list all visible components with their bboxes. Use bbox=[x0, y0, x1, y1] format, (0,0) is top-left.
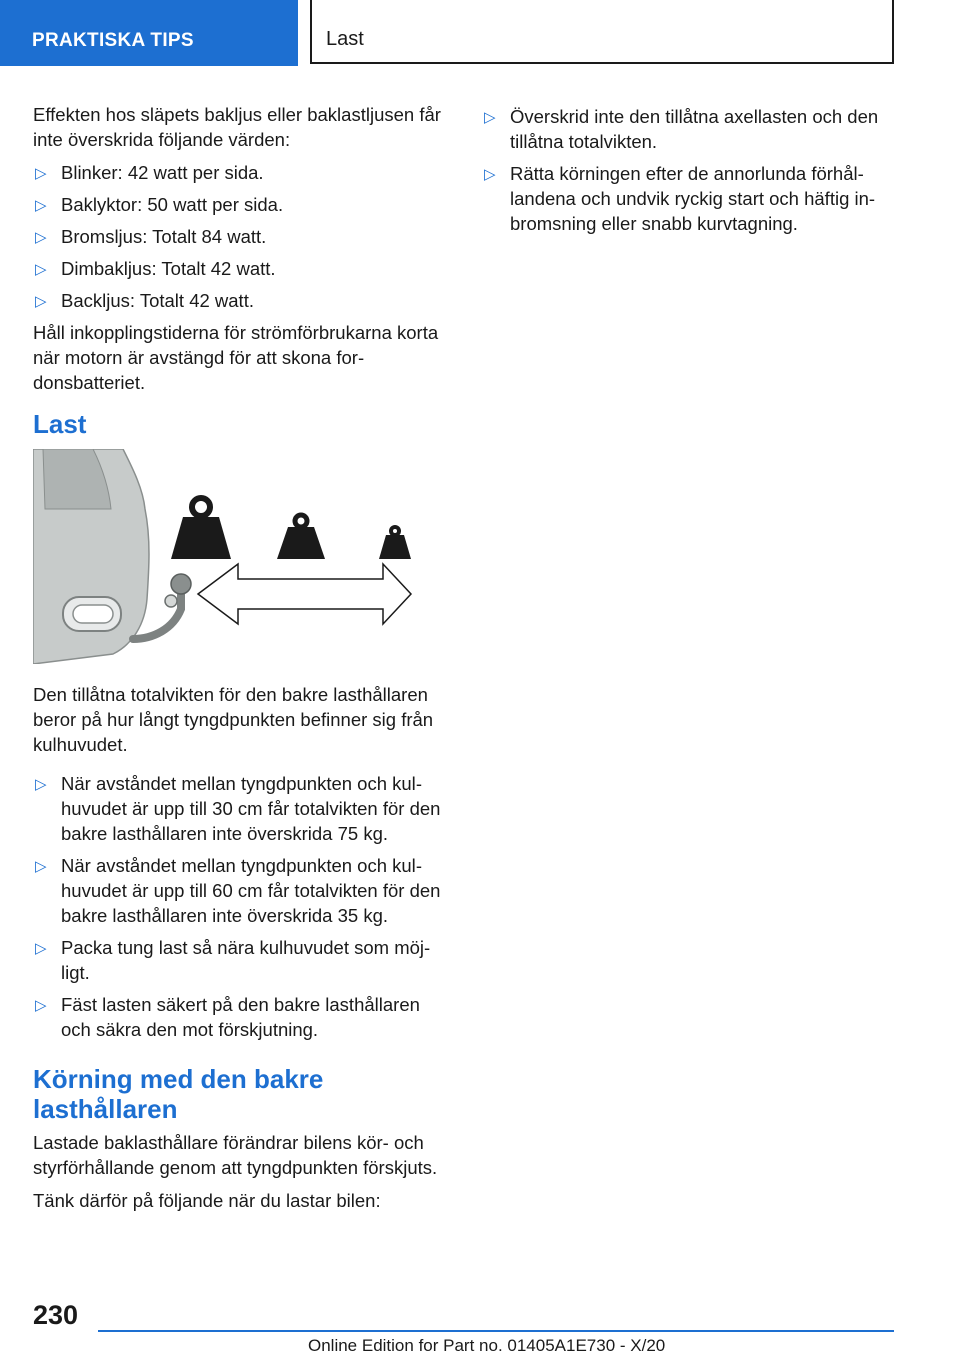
triangle-bullet-icon: ▷ bbox=[35, 858, 47, 875]
section-tab bbox=[0, 0, 298, 66]
triangle-bullet-icon: ▷ bbox=[35, 261, 47, 278]
list-item: ▷ Packa tung last så nära kulhuvudet som möjligt. bbox=[35, 937, 431, 983]
intro-text: Effekten hos släpets bakljus eller baklastljusen får inte överskrida följande värden: bbox=[33, 104, 441, 150]
list-item: ▷ Backljus: Totalt 42 watt. bbox=[33, 288, 449, 313]
triangle-bullet-icon: ▷ bbox=[35, 229, 47, 246]
footer-divider bbox=[98, 1330, 894, 1332]
driving-tips-list bbox=[482, 104, 898, 236]
triangle-bullet-icon: ▷ bbox=[484, 109, 496, 126]
list-item: ▷ Dimbakljus: Totalt 42 watt. bbox=[33, 256, 449, 281]
edition-footer: Online Edition for Part no. 01405A1E730 - X/20 bbox=[308, 1336, 666, 1355]
list-item: ▷ Fäst lasten säkert på den bakre lasthållaren och säkra den mot förskjutning. bbox=[35, 994, 420, 1040]
list-item: ▷ Baklyktor: 50 watt per sida. bbox=[33, 192, 449, 217]
list-item: ▷ Bromsljus: Totalt 84 watt. bbox=[33, 224, 449, 249]
lamp-limits-list bbox=[33, 160, 449, 313]
list-item: ▷ Rätta körningen efter de annorlunda förhållandena och undvik ryckig start och häftig inbromsning eller snabb kurvtagning. bbox=[484, 163, 876, 234]
ball-head-icon bbox=[171, 574, 191, 594]
battery-note: Håll inkopplingstiderna för strömförbrukarna korta när motorn är avstängd för att skona fordonsbatteriet. bbox=[33, 322, 439, 393]
section2-lead: Tänk därför på följande när du lastar bilen: bbox=[33, 1190, 381, 1211]
triangle-bullet-icon: ▷ bbox=[35, 197, 47, 214]
right-column bbox=[482, 104, 898, 243]
triangle-bullet-icon: ▷ bbox=[35, 940, 47, 957]
list-item: ▷ När avståndet mellan tyngdpunkten och kulhuvudet är upp till 30 cm får totalvikten för den bakre lasthållaren inte överskrida 75 kg. bbox=[35, 773, 441, 844]
triangle-bullet-icon: ▷ bbox=[484, 166, 496, 183]
triangle-bullet-icon: ▷ bbox=[35, 165, 47, 182]
section-heading-last: Last bbox=[33, 409, 87, 439]
triangle-bullet-icon: ▷ bbox=[35, 776, 47, 793]
weight-rules-list bbox=[33, 771, 449, 1042]
chapter-header bbox=[310, 0, 894, 64]
triangle-bullet-icon: ▷ bbox=[35, 293, 47, 310]
list-item: ▷ När avståndet mellan tyngdpunkten och kulhuvudet är upp till 60 cm får totalvikten för den bakre lasthållaren inte överskrida 35 kg. bbox=[35, 855, 441, 926]
weight-text: Den tillåtna totalvikten för den bakre lasthållaren beror på hur långt tyngdpunkten befinner sig från kulhuvudet. bbox=[33, 684, 434, 755]
section2-text: Lastade baklasthållare förändrar bilens kör- och styrförhållande genom att tyngdpunkten förskjuts. bbox=[33, 1132, 438, 1178]
triangle-bullet-icon: ▷ bbox=[35, 997, 47, 1014]
section-label: PRAKTISKA TIPS bbox=[32, 30, 194, 51]
list-item: ▷ Överskrid inte den tillåtna axellasten och den tillåtna totalvikten. bbox=[484, 106, 879, 152]
section-heading-driving: Körning med den bakre lasthållaren bbox=[33, 1064, 324, 1124]
left-column bbox=[33, 102, 449, 1221]
tow-bar-load-figure bbox=[33, 449, 413, 664]
page-number: 230 bbox=[33, 1300, 79, 1330]
list-item: ▷ Blinker: 42 watt per sida. bbox=[33, 160, 449, 185]
chapter-title: Last bbox=[326, 28, 364, 50]
